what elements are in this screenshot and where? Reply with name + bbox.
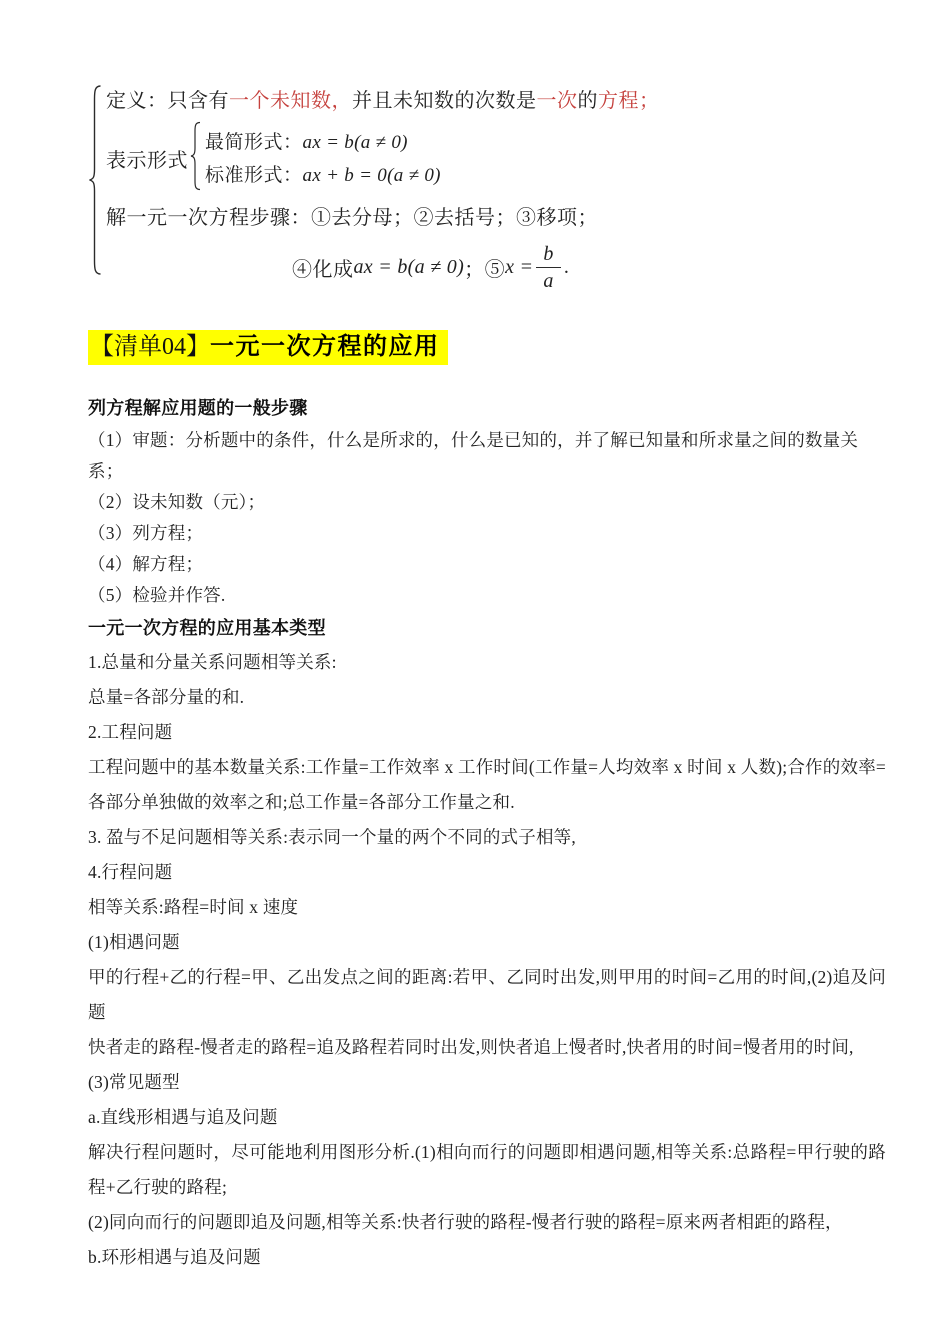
fraction-denominator: a	[543, 270, 554, 292]
fraction	[536, 243, 561, 292]
solve-steps-period: .	[563, 256, 570, 278]
solve-steps-continued	[106, 243, 886, 292]
steps-section-title: 列方程解应用题的一般步骤	[88, 398, 308, 418]
paragraph: 4.行程问题	[88, 862, 173, 882]
paragraph: (1)相遇问题	[88, 932, 180, 952]
solve-steps-line: 解一元一次方程步骤：①去分母；②去括号；③移项；	[106, 207, 598, 229]
paragraph: 2.工程问题	[88, 722, 173, 742]
paragraph: 工程问题中的基本数量关系:工作量=工作效率 x 工作时间(工作量=人均效率 x 时间 x 人数);合作的效率=各部分单独做的效率之和;总工作量=各部分工作量之和.	[88, 757, 886, 812]
definition-segment: 并且未知数的次数是	[352, 90, 537, 112]
step-item: （3）列方程；	[88, 523, 204, 543]
step-item: （4）解方程；	[88, 554, 204, 574]
definition-line	[106, 86, 886, 116]
heading-prefix: 【清单04】	[90, 334, 210, 360]
definition-summary-block	[88, 84, 886, 292]
standard-form-math: ax + b = 0(a ≠ 0)	[302, 164, 441, 186]
heading-title: 一元一次方程的应用	[210, 333, 440, 360]
forms-label: 表示形式	[106, 150, 188, 172]
solve-step5-math: x =	[505, 256, 534, 278]
paragraph: (3)常见题型	[88, 1072, 180, 1092]
paragraph: a.直线形相遇与追及问题	[88, 1107, 278, 1127]
simple-form-math: ax = b(a ≠ 0)	[302, 131, 408, 153]
standard-form-line	[205, 159, 441, 192]
inner-left-brace-icon	[190, 121, 201, 196]
forms-list	[205, 126, 441, 192]
types-paragraphs	[88, 645, 886, 1275]
paragraph: 解决行程问题时，尽可能地利用图形分析.(1)相向而行的问题即相遇问题,相等关系:总路程=甲行驶的路程+乙行驶的路程;	[88, 1142, 886, 1197]
types-section-title: 一元一次方程的应用基本类型	[88, 618, 326, 638]
step-item: （1）审题：分析题中的条件，什么是所求的，什么是已知的，并了解已知量和所求量之间的数量关系；	[88, 430, 859, 481]
forms-row	[106, 121, 886, 196]
summary-body	[106, 84, 886, 292]
definition-segment-red: 一次	[536, 90, 578, 112]
paragraph: (2)同向而行的问题即追及问题,相等关系:快者行驶的路程-慢者行驶的路程=原来两者相距的路程，	[88, 1212, 843, 1232]
paragraph: 3. 盈与不足问题相等关系:表示同一个量的两个不同的式子相等,	[88, 827, 576, 847]
step-item: （5）检验并作答.	[88, 585, 226, 605]
standard-form-label: 标准形式：	[205, 164, 303, 186]
simple-form-line	[205, 126, 441, 159]
paragraph: 甲的行程+乙的行程=甲、乙出发点之间的距离:若甲、乙同时出发,则甲用的时间=乙用的时间,(2)追及问题	[88, 967, 886, 1022]
left-brace-icon	[88, 84, 102, 292]
definition-segment-red: 方程；	[598, 90, 660, 112]
paragraph: b.环形相遇与追及问题	[88, 1247, 261, 1267]
definition-segment: 的	[577, 90, 598, 112]
paragraph: 相等关系:路程=时间 x 速度	[88, 897, 299, 917]
paragraph: 1.总量和分量关系问题相等关系:	[88, 652, 337, 672]
step-item: （2）设未知数（元）；	[88, 492, 266, 512]
fraction-numerator: b	[536, 243, 561, 268]
solve-step4-math: ax = b(a ≠ 0)	[353, 256, 465, 278]
solve-step5-label: ；⑤	[464, 259, 506, 281]
definition-segment: 定义：只含有	[106, 90, 229, 112]
simple-form-label: 最简形式：	[205, 131, 303, 153]
paragraph: 快者走的路程-慢者走的路程=追及路程若同时出发,则快者追上慢者时,快者用的时间=慢者用的时间,	[88, 1037, 854, 1057]
paragraph: 总量=各部分量的和.	[88, 687, 245, 707]
steps-list	[88, 425, 886, 611]
section-heading	[88, 330, 448, 365]
definition-segment-red: 一个未知数，	[229, 90, 352, 112]
solve-step4-label: ④化成	[292, 259, 354, 281]
